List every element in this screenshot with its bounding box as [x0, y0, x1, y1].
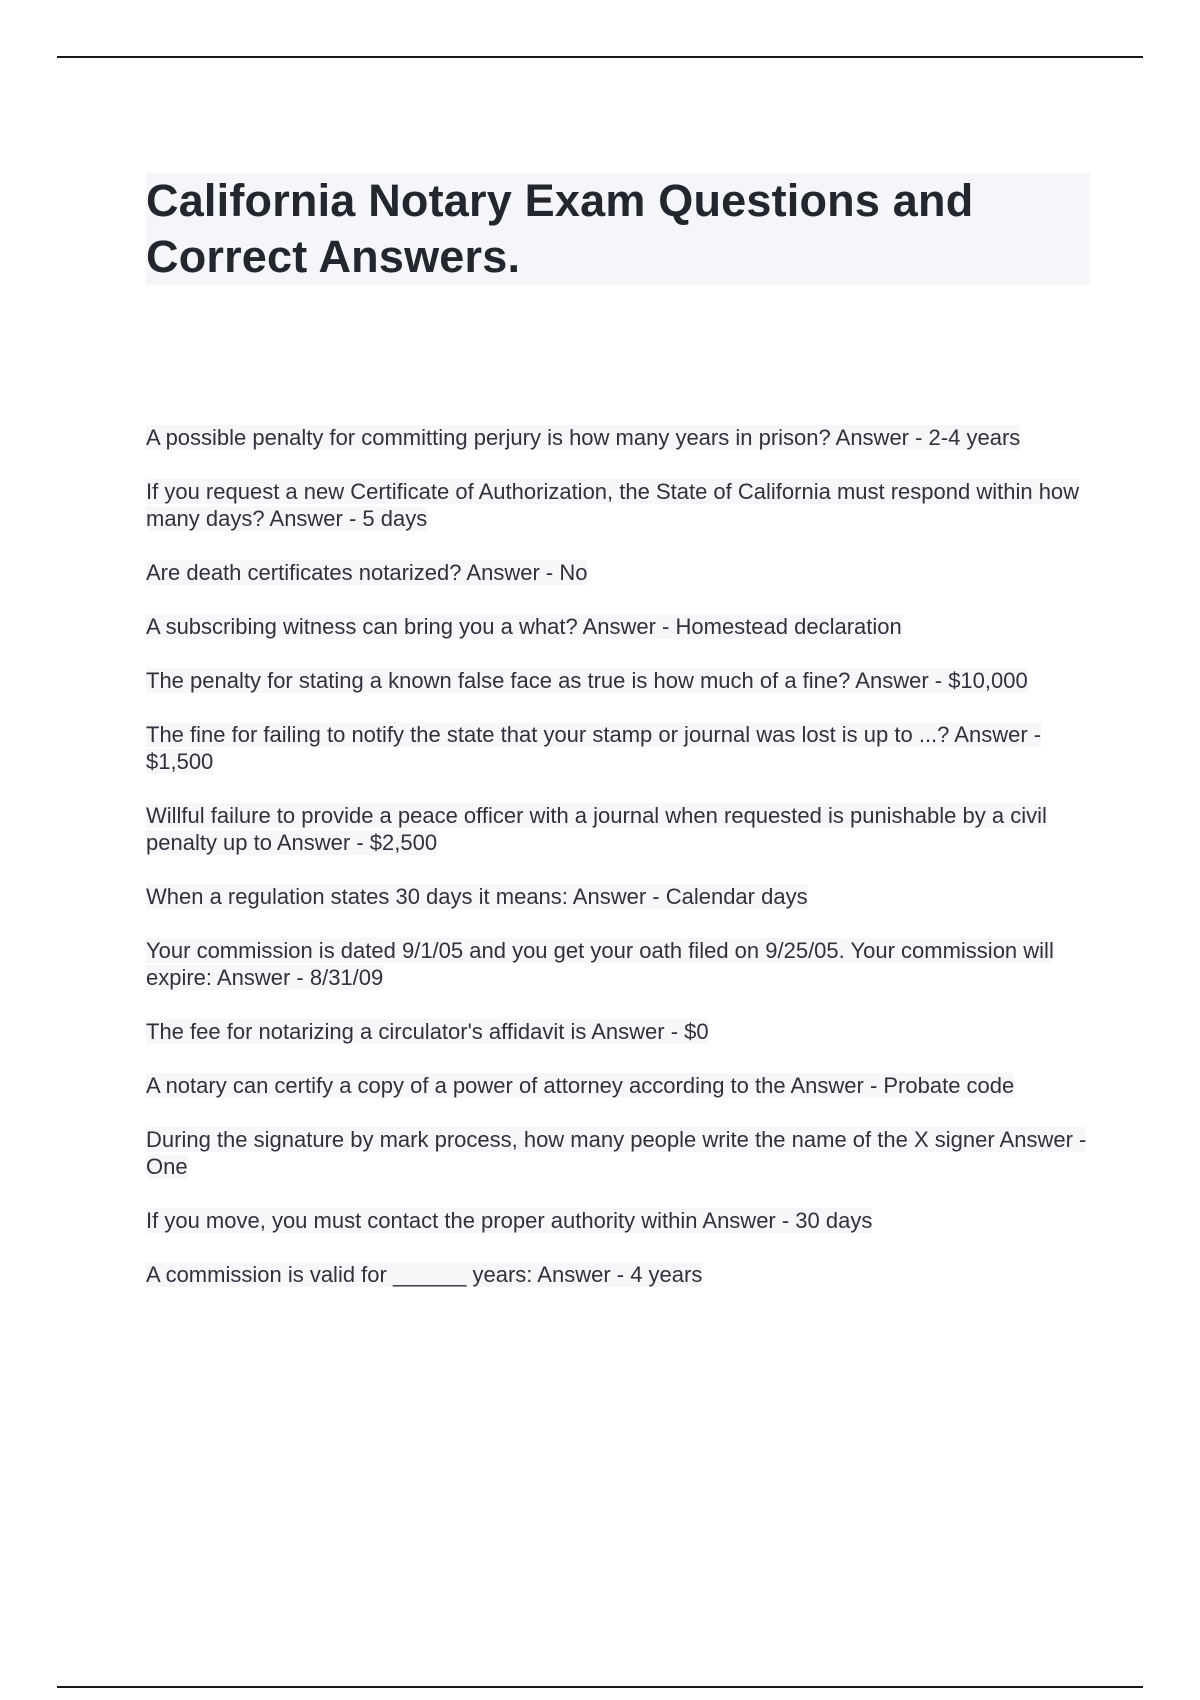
qa-item-text: During the signature by mark process, how many people write the name of the X signer Answer - One	[146, 1127, 1087, 1179]
qa-item	[146, 667, 1090, 694]
qa-item-text: Your commission is dated 9/1/05 and you get your oath filed on 9/25/05. Your commission will expire: Answer - 8/31/09	[146, 938, 1054, 990]
qa-item	[146, 1018, 1090, 1045]
footer-rule	[57, 1686, 1143, 1688]
qa-item	[146, 1072, 1090, 1099]
qa-item-text: Are death certificates notarized? Answer - No	[146, 560, 588, 585]
qa-item-text: If you request a new Certificate of Authorization, the State of California must respond within how many days? Answer - 5 days	[146, 479, 1080, 531]
qa-item-text: A commission is valid for ______ years: Answer - 4 years	[146, 1262, 703, 1287]
qa-item	[146, 1126, 1090, 1180]
qa-item	[146, 613, 1090, 640]
qa-item	[146, 883, 1090, 910]
qa-list	[146, 424, 1090, 1315]
qa-item-text: If you move, you must contact the proper authority within Answer - 30 days	[146, 1208, 873, 1233]
qa-item	[146, 424, 1090, 451]
qa-item	[146, 559, 1090, 586]
qa-item	[146, 478, 1090, 532]
qa-item-text: A subscribing witness can bring you a what? Answer - Homestead declaration	[146, 614, 902, 639]
qa-item	[146, 937, 1090, 991]
qa-item	[146, 721, 1090, 775]
qa-item-text: The fine for failing to notify the state that your stamp or journal was lost is up to ...? Answer - $1,500	[146, 722, 1042, 774]
qa-item-text: A possible penalty for committing perjury is how many years in prison? Answer - 2-4 years	[146, 425, 1021, 450]
document-title: California Notary Exam Questions and Correct Answers.	[146, 175, 974, 282]
qa-item-text: When a regulation states 30 days it means: Answer - Calendar days	[146, 884, 808, 909]
qa-item-text: The fee for notarizing a circulator's affidavit is Answer - $0	[146, 1019, 709, 1044]
qa-item-text: Willful failure to provide a peace officer with a journal when requested is punishable by a civil penalty up to Answer - $2,500	[146, 803, 1047, 855]
header-rule	[57, 56, 1143, 58]
qa-item	[146, 1207, 1090, 1234]
qa-item	[146, 802, 1090, 856]
qa-item-text: A notary can certify a copy of a power of attorney according to the Answer - Probate code	[146, 1073, 1015, 1098]
title-block	[146, 173, 1090, 285]
qa-item-text: The penalty for stating a known false face as true is how much of a fine? Answer - $10,000	[146, 668, 1028, 693]
qa-item	[146, 1261, 1090, 1288]
